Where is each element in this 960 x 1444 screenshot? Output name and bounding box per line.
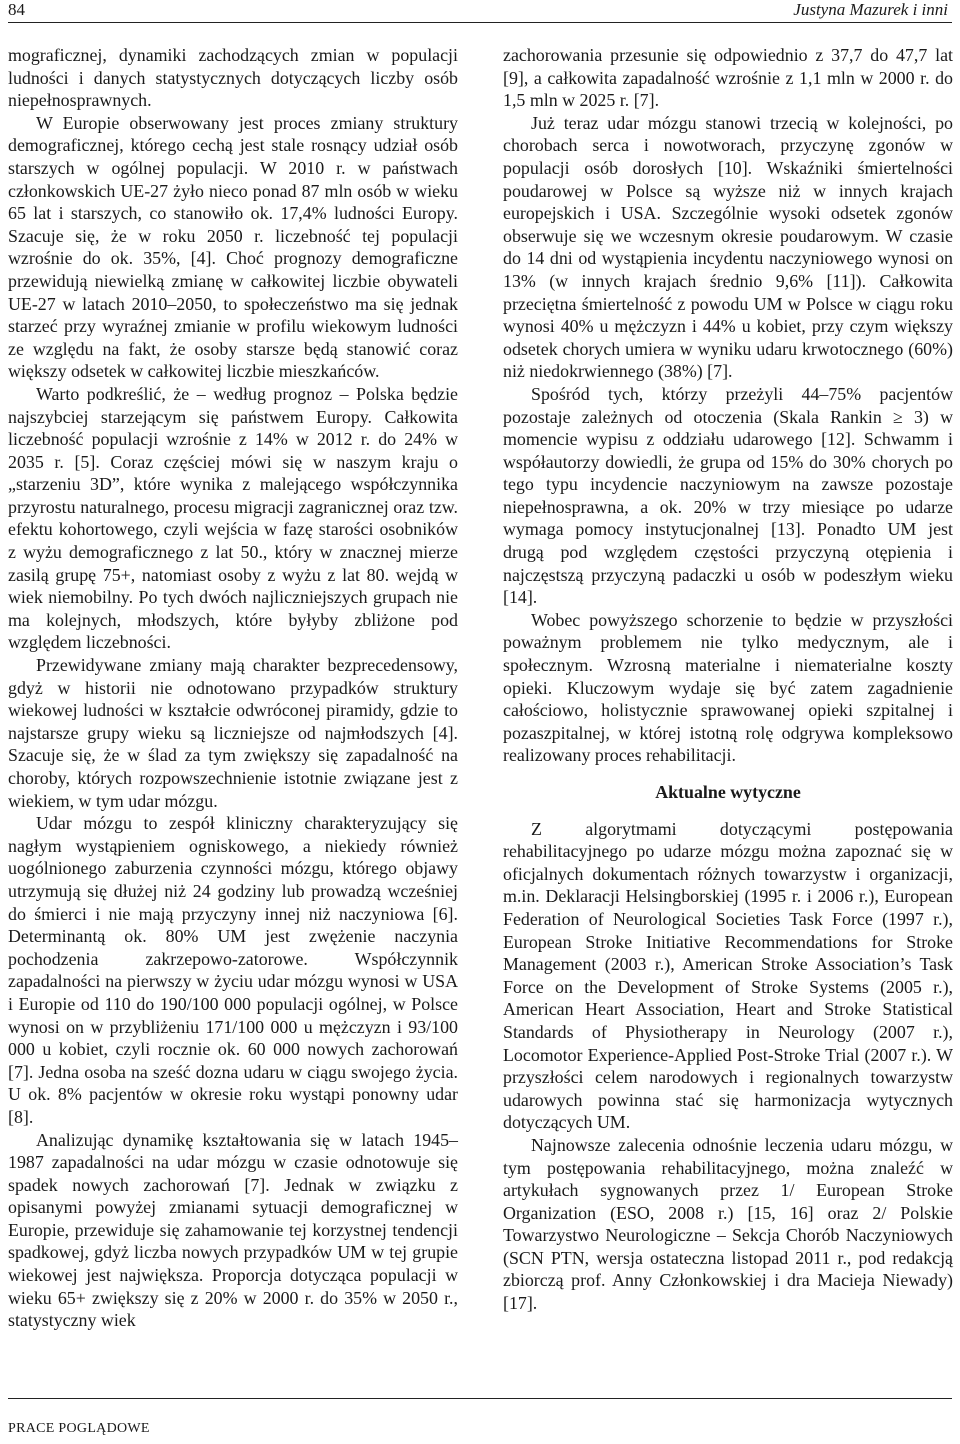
section-label: PRACE POGLĄDOWE [8,1421,150,1436]
page-number: 84 [8,0,25,19]
page-footer [8,1398,952,1436]
paragraph: Analizując dynamikę kształtowania się w latach 1945–1987 zapadalności na udar mózgu w czasie odnotowuje się spadek nowych zachorowań [7]. Jednak w związku z opisanymi powyżej zmianami sytuacji demograficznej w Europie, przewiduje się zahamowanie tej korzystnej tendencji spadkowej, gdyż liczba nowych przypadków UM w tej grupie wiekowej jest największa. Proporcja dotycząca populacji w wieku 65+ zwiększy się z 20% w 2000 r. do 35% w 2050 r., statystyczny wiek [8,1129,458,1331]
paragraph: Najnowsze zalecenia odnośnie leczenia udaru mózgu, w tym postępowania rehabilitacyjnego, można znaleźć w artykułach sygnowanych przez 1/ European Stroke Organization (ESO, 2008 r.) [15, 16] oraz 2/ Polskie Towarzystwo Neurologiczne – Sekcja Chorób Naczyniowych (SCN PTN, wersja ostateczna listopad 2011 r., pod redakcją zbiorczą prof. Anny Członkowskiej i dra Macieja Niewady) [17]. [503,1134,953,1314]
running-header [8,0,952,23]
paragraph: Udar mózgu to zespół kliniczny charakteryzujący się nagłym wystąpieniem ogniskowego, a niekiedy również uogólnionego zaburzenia czynności mózgu, którego objawy utrzymują się dłużej niż 24 godziny lub prowadzą wcześniej do śmierci i nie mają przyczyny innej niż naczyniowa [6]. Determinantą ok. 80% UM jest zwężenie naczynia pochodzenia zakrzepowo-zatorowe. Współczynnik zapadalności na pierwszy w życiu udar mózgu wynosi w USA i Europie od 110 do 190/100 000 populacji ogólnej, w Polsce wynosi on w przybliżeniu 171/100 000 u mężczyzn i 93/100 000 u kobiet, czyli rocznie ok. 60 000 nowych zachorowań [7]. Jedna osoba na sześć dozna udaru w ciągu swojego życia. U ok. 8% pacjentów w okresie roku wystąpi ponowny udar [8]. [8,813,458,1127]
section-heading: Aktualne wytyczne [655,782,801,802]
right-column [503,44,953,1315]
paragraph: Już teraz udar mózgu stanowi trzecią w kolejności, po chorobach serca i nowotworach, przyczynę zgonów w populacji osób dorosłych [10]. Wskaźniki śmiertelności poudarowej w Polsce są wyższe niż w innych krajach europejskich i USA. Szczególnie wysoki odsetek zgonów obserwuje się we wczesnym okresie poudarowym. W czasie do 14 dni od wystąpienia incydentu naczyniowego wynosi on 13% (w innych krajach średnio 9,6% [11]). Całkowita przeciętna śmiertelność z powodu UM w Polsce w ciągu roku wynosi 40% u mężczyzn i 44% u kobiet, przy czym większy odsetek chorych umiera w wyniku udaru krwotocznego (60%) niż niedokrwiennego (38%) [7]. [503,112,953,382]
paragraph: mograficznej, dynamiki zachodzących zmian w populacji ludności i danych statystycznych dotyczących liczby osób niepełnosprawnych. [8,45,458,111]
paragraph: Warto podkreślić, że – według prognoz – Polska będzie najszybciej starzejącym się państwem Europy. Całkowita liczebność populacji wzrośnie z 14% w 2012 r. do 24% w 2035 r. [5]. Coraz częściej mówi się w naszym kraju o „starzeniu 3D”, które wynika z malejącego współczynnika przyrostu naturalnego, procesu migracji zagranicznej oraz tzw. efektu kohortowego, czyli wejścia w fazę starości osobników z wyżu demograficznego z lat 50., który w znacznej mierze zasilą grupę 75+, natomiast osoby z wyżu z lat 80. wejdą w wiek niemobilny. Po tych dwóch najliczniejszych grupach nie ma kolejnych, młodszych, które byłyby zbliżone pod względem liczebności. [8,383,458,653]
paragraph: Spośród tych, którzy przeżyli 44–75% pacjentów pozostaje zależnych od otoczenia (Skala Rankin ≥ 3) w momencie wypisu z oddziału udarowego [12]. Schwamm i współautorzy dowiedli, że grupa od 15% do 30% chorych po tego typu incydencie naczyniowym na zawsze pozostaje niepełnosprawna, a ok. 20% w trzy miesiące po udarze wymaga pomocy instytucjonalnej [13]. Ponadto UM jest drugą pod względem częstości przyczyną otępienia i najczęstszą przyczyną padaczki u osób w podeszłym wieku [14]. [503,383,953,608]
paragraph: Wobec powyższego schorzenie to będzie w przyszłości poważnym problemem nie tylko medycznym, ale i społecznym. Wzrosną materialne i niematerialne koszty opieki. Kluczowym wydaje się być zatem zagadnienie całościowo, holistycznie sprawowanej opieki szpitalnej i pozaszpitalnej, w której istotną rolę odgrywa kompleksowo realizowany proces rehabilitacji. [503,609,953,766]
paragraph: Z algorytmami dotyczącymi postępowania rehabilitacyjnego po udarze mózgu można zapoznać się w oficjalnych dokumentach różnych towarzystw i organizacji, m.in. Deklaracji Helsingborskiej (1995 r. i 2006 r.), European Federation of Neurological Societies Task Force (1997 r.), European Stroke Initiative Recommendations for Stroke Management (2003 r.), American Stroke Association’s Task Force on the Development of Stroke Systems (2005 r.), American Heart Association, Heart and Stroke Statistical Standards of Physiotherapy in Neurology (2007 r.), Locomotor Experience-Applied Post-Stroke Trial (2007 r.). W przyszłości celem narodowych i regionalnych towarzystw udarowych powinna stać się harmonizacja wytycznych dotyczących UM. [503,818,953,1133]
paragraph: W Europie obserwowany jest proces zmiany struktury demograficznej, którego cechą jest stale rosnący udział osób starszych w ogólnej populacji. W 2010 r. w państwach członkowskich UE-27 żyło nieco ponad 87 mln osób w wieku 65 lat i starszych, co stanowiło ok. 17,4% ludności Europy. Szacuje się, że w roku 2050 r. liczebność tej populacji wzrośnie do ok. 35%, [4]. Choć prognozy demograficzne przewidują niewielką zmianę w całkowitej liczbie obywateli UE-27 w latach 2010–2050, to społeczeństwo ma się jednak starzeć przy wyraźnej zmianie w profilu wiekowym ludności ze względu na fakt, że osoby starsze będą stanowić coraz większy odsetek w całkowitej liczbie mieszkańców. [8,112,458,382]
running-header-authors: Justyna Mazurek i inni [793,0,948,19]
paragraph: zachorowania przesunie się odpowiednio z 37,7 do 47,7 lat [9], a całkowita zapadalność wzrośnie z 1,1 mln w 2000 r. do 1,5 mln w 2025 r. [7]. [503,45,953,111]
left-column [8,44,458,1332]
paragraph: Przewidywane zmiany mają charakter bezprecedensowy, gdyż w historii nie odnotowano przypadków struktury wiekowej ludności w kształcie odwróconej piramidy, gdzie to najstarsze grupy wieku są liczniejsze od najmłodszych [4]. Szacuje się, że w ślad za tym zwiększy się zapadalność na choroby, których rozpowszechnienie istotnie związane jest z wiekiem, w tym udar mózgu. [8,655,458,811]
